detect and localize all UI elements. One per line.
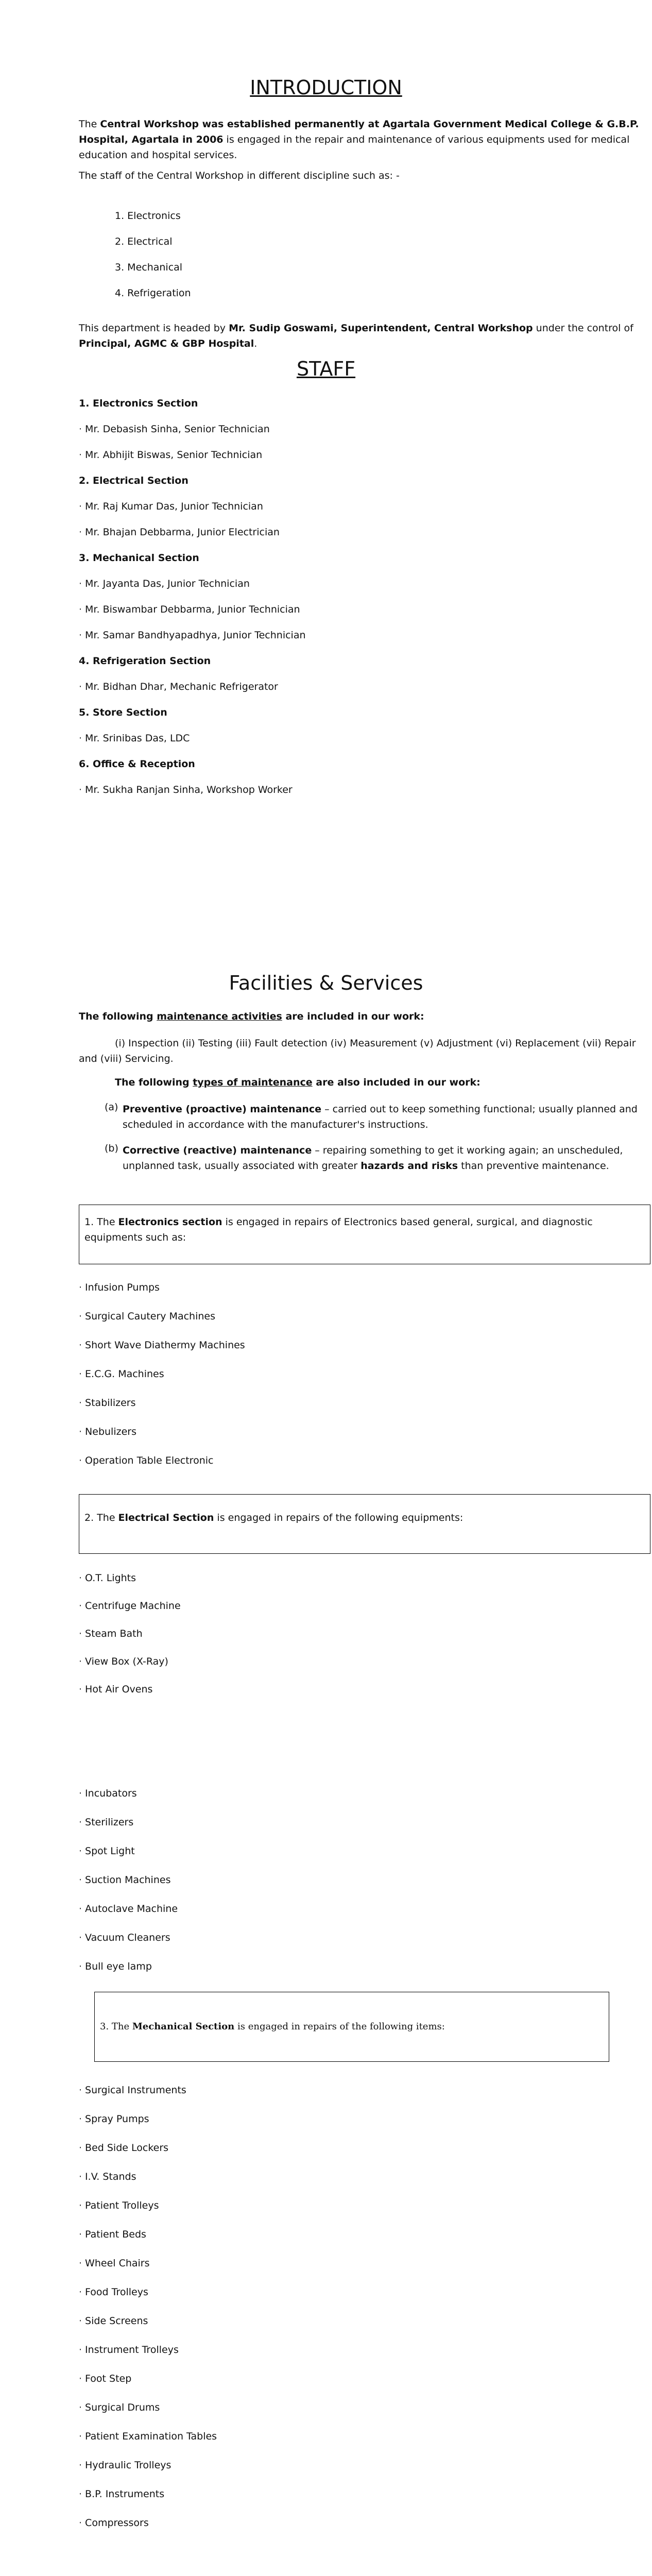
maintenance-types-heading: The following types of maintenance are also included in our work:	[115, 1077, 481, 1088]
text-bold: Central Workshop was established permanently at Agartala Government Medical College & G.B.P. Hospital, Agartala in 2006	[79, 118, 639, 145]
staff-member: · Mr. Debasish Sinha, Senior Technician	[79, 423, 270, 435]
intro-paragraph-1	[79, 116, 650, 163]
list-item: · Spray Pumps	[79, 2113, 149, 2125]
staff-member: · Mr. Jayanta Das, Junior Technician	[79, 578, 250, 589]
type-b-label: (b)	[105, 1143, 118, 1154]
maintenance-activities-list: (i) Inspection (ii) Testing (iii) Fault detection (iv) Measurement (v) Adjustment (vi) Replacement (vii) Repair and (viii) Servicing.	[79, 1038, 636, 1064]
list-item: · Foot Step	[79, 2373, 131, 2384]
staff-title: STAFF	[296, 358, 356, 380]
staff-member: · Mr. Raj Kumar Das, Junior Technician	[79, 501, 263, 512]
list-item: · I.V. Stands	[79, 2171, 136, 2182]
list-item: · Spot Light	[79, 1845, 135, 1857]
electrical-box: 2. The Electrical Section is engaged in repairs of the following equipments:	[79, 1494, 650, 1554]
list-item: · E.C.G. Machines	[79, 1368, 164, 1380]
type-b-text: Corrective (reactive) maintenance – repairing something to get it working again; an unscheduled, unplanned task, usually associated with greater hazards and risks than preventive maintenance.	[123, 1145, 623, 1172]
text: is engaged in the repair and maintenance of various equipments used for medical education and hospital services.	[79, 134, 630, 161]
list-item: · Vacuum Cleaners	[79, 1932, 170, 1943]
list-item: · Hydraulic Trolleys	[79, 2460, 171, 2471]
staff-section-heading: 6. Office & Reception	[79, 758, 195, 770]
list-item: 1. Electronics	[115, 210, 181, 222]
intro-paragraph-2: The staff of the Central Workshop in different discipline such as: -	[79, 170, 400, 181]
electronics-box: 1. The Electronics section is engaged in repairs of Electronics based general, surgical, and diagnostic equipments such as:	[79, 1205, 650, 1264]
text: The	[79, 118, 100, 130]
staff-member: · Mr. Sukha Ranjan Sinha, Workshop Worker	[79, 784, 293, 795]
type-a-label: (a)	[105, 1101, 118, 1113]
staff-member: · Mr. Bhajan Debbarma, Junior Electrician	[79, 527, 280, 538]
list-item: · Stabilizers	[79, 1397, 135, 1409]
list-item: · O.T. Lights	[79, 1572, 136, 1584]
type-a-text: Preventive (proactive) maintenance – carried out to keep something functional; usually planned and scheduled in accordance with the manufacturer's instructions.	[123, 1104, 638, 1130]
staff-section-heading: 1. Electronics Section	[79, 398, 198, 409]
list-item: · Nebulizers	[79, 1426, 136, 1437]
staff-member: · Mr. Biswambar Debbarma, Junior Technician	[79, 604, 300, 615]
list-item: · Operation Table Electronic	[79, 1455, 213, 1466]
staff-section-heading: 2. Electrical Section	[79, 475, 188, 486]
staff-member: · Mr. Srinibas Das, LDC	[79, 733, 190, 744]
list-item: · Instrument Trolleys	[79, 2344, 179, 2355]
list-item: · Suction Machines	[79, 1874, 170, 1886]
list-item: · Surgical Drums	[79, 2402, 160, 2413]
staff-section-heading: 4. Refrigeration Section	[79, 655, 211, 667]
list-item: · Incubators	[79, 1788, 137, 1799]
list-item: · Compressors	[79, 2517, 149, 2529]
list-item: · View Box (X-Ray)	[79, 1656, 168, 1667]
list-item: · Autoclave Machine	[79, 1903, 178, 1914]
list-item: · Patient Examination Tables	[79, 2431, 217, 2442]
list-item: · Surgical Cautery Machines	[79, 1311, 215, 1322]
list-item: 3. Mechanical	[115, 262, 183, 273]
list-item: · Hot Air Ovens	[79, 1684, 152, 1695]
list-item: · Sterilizers	[79, 1817, 133, 1828]
staff-member: · Mr. Samar Bandhyapadhya, Junior Technician	[79, 630, 306, 641]
list-item: · Side Screens	[79, 2315, 148, 2327]
staff-section-heading: 3. Mechanical Section	[79, 552, 199, 564]
list-item: · Bull eye lamp	[79, 1961, 152, 1972]
intro-paragraph-3: This department is headed by Mr. Sudip Goswami, Superintendent, Central Workshop under the control of Principal, AGMC & GBP Hospital.	[79, 323, 633, 349]
staff-section-heading: 5. Store Section	[79, 707, 167, 718]
list-item: · Patient Trolleys	[79, 2200, 159, 2211]
staff-member: · Mr. Bidhan Dhar, Mechanic Refrigerator	[79, 681, 278, 692]
mechanical-box: 3. The Mechanical Section is engaged in repairs of the following items:	[94, 1992, 609, 2062]
intro-title: INTRODUCTION	[250, 76, 402, 99]
list-item: · Patient Beds	[79, 2229, 146, 2240]
list-item: 4. Refrigeration	[115, 287, 191, 299]
list-item: · Surgical Instruments	[79, 2084, 186, 2096]
staff-member: · Mr. Abhijit Biswas, Senior Technician	[79, 449, 262, 461]
facilities-title: Facilities & Services	[229, 972, 423, 994]
maintenance-activities-heading: The following maintenance activities are included in our work:	[79, 1011, 424, 1022]
list-item: · Food Trolleys	[79, 2286, 148, 2298]
list-item: 2. Electrical	[115, 236, 173, 247]
list-item: · Wheel Chairs	[79, 2258, 150, 2269]
list-item: · Short Wave Diathermy Machines	[79, 1340, 245, 1351]
list-item: · Steam Bath	[79, 1628, 143, 1639]
list-item: · B.P. Instruments	[79, 2488, 164, 2500]
list-item: · Bed Side Lockers	[79, 2142, 168, 2154]
list-item: · Infusion Pumps	[79, 1282, 160, 1293]
list-item: · Centrifuge Machine	[79, 1600, 181, 1612]
